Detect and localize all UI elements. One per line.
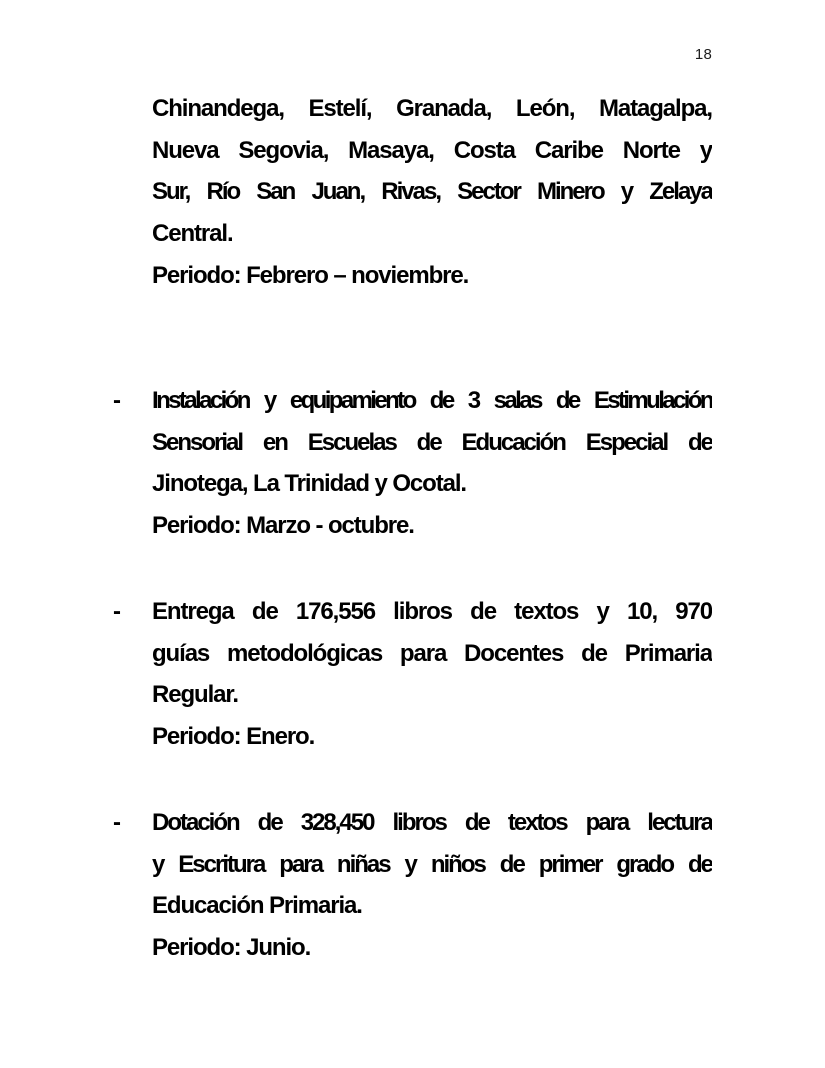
text-line: Nueva Segovia, Masaya, Costa Caribe Norte y <box>152 136 712 164</box>
paragraph <box>152 88 712 296</box>
text-line: Regular. <box>152 681 238 709</box>
text-line: Instalación y equipamiento de 3 salas de Estimulación <box>152 387 712 414</box>
bullet-dash: - <box>113 387 121 414</box>
bullet-dash: - <box>113 809 121 836</box>
periodo-line: Periodo: Febrero – noviembre. <box>152 261 469 289</box>
text-line: guías metodológicas para Docentes de Primaria <box>152 639 712 667</box>
bullet-item <box>113 802 712 969</box>
text-line: Chinandega, Estelí, Granada, León, Matagalpa, <box>152 95 712 122</box>
periodo-line: Periodo: Junio. <box>152 934 311 962</box>
periodo-line: Periodo: Enero. <box>152 723 315 751</box>
text-line: Sensorial en Escuelas de Educación Especial de <box>152 428 712 456</box>
text-line: Educación Primaria. <box>152 892 362 920</box>
bullet-item <box>113 380 712 547</box>
text-line: Jinotega, La Trinidad y Ocotal. <box>152 470 466 498</box>
text-line: Dotación de 328,450 libros de textos para lectura <box>152 809 712 836</box>
page-number: 18 <box>694 46 712 63</box>
text-line: y Escritura para niñas y niños de primer grado de <box>152 850 712 878</box>
text-line: Entrega de 176,556 libros de textos y 10, 970 <box>152 598 712 625</box>
bullet-item <box>113 591 712 758</box>
bullet-dash: - <box>113 598 121 625</box>
text-line: Central. <box>152 220 233 248</box>
periodo-line: Periodo: Marzo - octubre. <box>152 512 414 540</box>
text-line: Sur, Río San Juan, Rivas, Sector Minero y Zelaya <box>152 178 712 206</box>
